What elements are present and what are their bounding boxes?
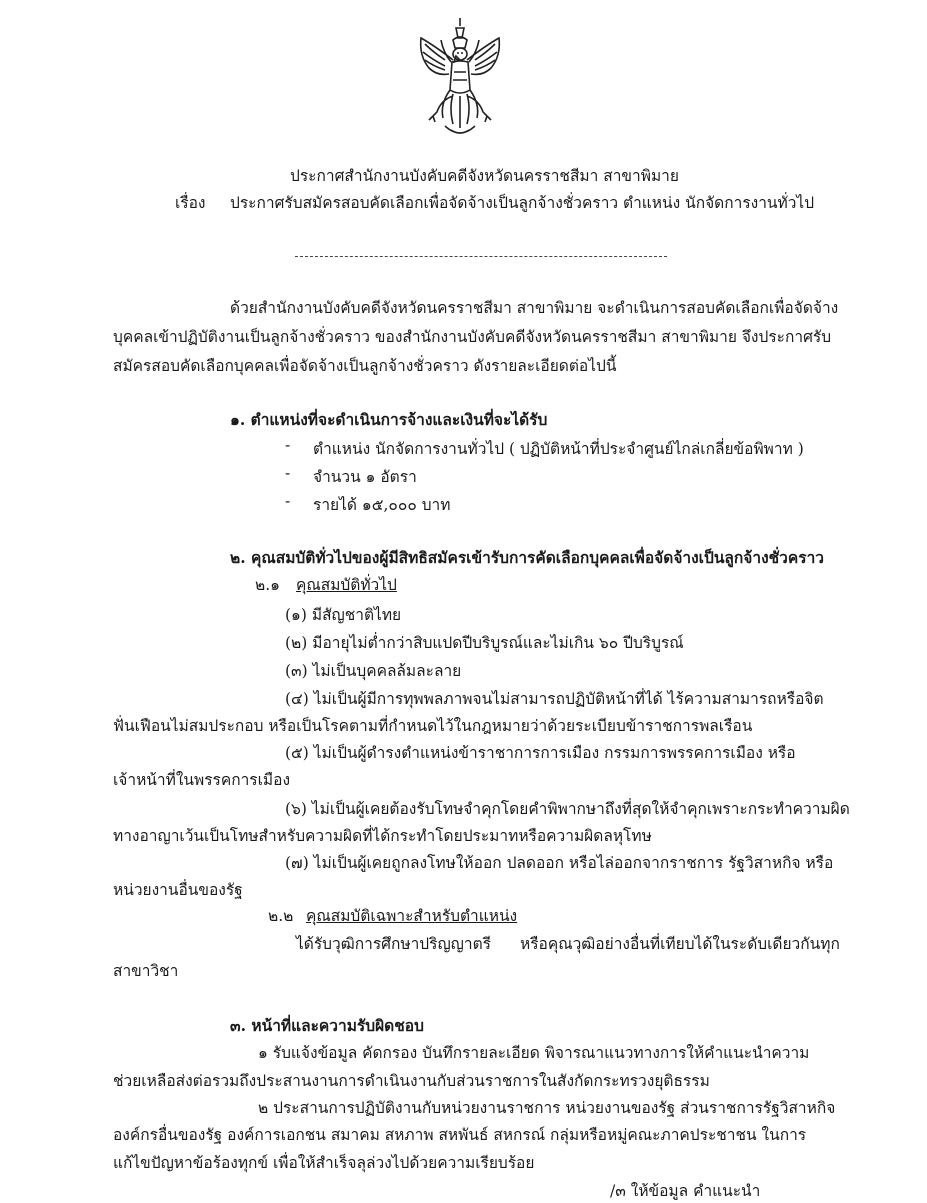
specific-qualification-c: สาขาวิชา [113, 962, 179, 980]
qualification-3: (๓) ไม่เป็นบุคคลล้มละลาย [285, 662, 462, 680]
qualification-4-line-1: (๔) ไม่เป็นผู้มีการทุพพลภาพจนไม่สามารถปฏิบัติหน้าที่ได้ ไร้ความสามารถหรือจิต [285, 690, 824, 708]
qualification-7-line-1: (๗) ไม่เป็นผู้เคยถูกลงโทษให้ออก ปลดออก หรือไล่ออกจากราชการ รัฐวิสาหกิจ หรือ [285, 854, 834, 872]
section-1-heading: ๑. ตำแหน่งที่จะดำเนินการจ้างและเงินที่จะได้รับ [230, 410, 548, 429]
qualification-2: (๒) มีอายุไม่ต่ำกว่าสิบแปดปีบริบูรณ์และไม่เกิน ๖๐ ปีบริบูรณ์ [285, 634, 684, 652]
page-continuation: /๓ ให้ข้อมูล คำแนะนำ [610, 1182, 761, 1200]
intro-line-1: ด้วยสำนักงานบังคับคดีจังหวัดนครราชสีมา สาขาพิมาย จะดำเนินการสอบคัดเลือกเพื่อจัดจ้าง [230, 299, 839, 317]
section-1-item-count: จำนวน ๑ อัตรา [313, 468, 417, 486]
duty-2-line-1: ๒ ประสานการปฏิบัติงานกับหน่วยงานราชการ หน่วยงานของรัฐ ส่วนราชการรัฐวิสาหกิจ [258, 1099, 836, 1117]
notice-title: ประกาศสำนักงานบังคับคดีจังหวัดนครราชสีมา สาขาพิมาย [290, 167, 679, 185]
duty-1-line-2: ช่วยเหลือส่งต่อรวมถึงประสานงานการดำเนินงานกับส่วนราชการในสังกัดกระทรวงยุติธรรม [113, 1072, 710, 1090]
bullet: - [285, 492, 291, 510]
sub-2-1-number: ๒.๑ [255, 576, 280, 594]
sub-2-2-number: ๒.๒ [268, 907, 294, 925]
qualification-5-line-2: เจ้าหน้าที่ในพรรคการเมือง [113, 771, 291, 789]
sub-2-1-title: คุณสมบัติทั่วไป [296, 576, 397, 594]
qualification-4-line-2: ฟั่นเฟือนไม่สมประกอบ หรือเป็นโรคตามที่กำหนดไว้ในกฎหมายว่าด้วยระเบียบข้าราชการพลเรือน [113, 717, 753, 735]
duty-2-line-3: แก้ไขปัญหาข้อร้องทุกข์ เพื่อให้สำเร็จลุล่วงไปด้วยความเรียบร้อย [113, 1154, 535, 1172]
subject-text: ประกาศรับสมัครสอบคัดเลือกเพื่อจัดจ้างเป็นลูกจ้างชั่วคราว ตำแหน่ง นักจัดการงานทั่วไป [230, 194, 815, 212]
sub-2-2-title: คุณสมบัติเฉพาะสำหรับตำแหน่ง [306, 907, 518, 925]
qualification-6-line-1: (๖) ไม่เป็นผู้เคยต้องรับโทษจำคุกโดยคำพิพากษาถึงที่สุดให้จำคุกเพราะกระทำความผิด [285, 800, 850, 818]
intro-line-2: บุคคลเข้าปฏิบัติงานเป็นลูกจ้างชั่วคราว ของสำนักงานบังคับคดีจังหวัดนครราชสีมา สาขาพิมาย จึงประกาศรับ [113, 328, 832, 346]
specific-qualification-b: หรือคุณวุฒิอย่างอื่นที่เทียบได้ในระดับเดียวกันทุก [520, 935, 840, 953]
duty-2-line-2: องค์กรอื่นของรัฐ องค์การเอกชน สมาคม สหภาพ สหพันธ์ สหกรณ์ กลุ่มหรือหมู่คณะภาคประชาชน ในการ [113, 1126, 807, 1144]
subject-label: เรื่อง [175, 194, 206, 212]
section-3-heading: ๓. หน้าที่และความรับผิดชอบ [230, 1016, 424, 1035]
intro-line-3: สมัครสอบคัดเลือกบุคคลเพื่อจัดจ้างเป็นลูกจ้างชั่วคราว ดังรายละเอียดต่อไปนี้ [113, 357, 617, 375]
duty-1-line-1: ๑ รับแจ้งข้อมูล คัดกรอง บันทึกรายละเอียด พิจารณาแนวทางการให้คำแนะนำความ [258, 1044, 810, 1062]
qualification-1: (๑) มีสัญชาติไทย [285, 606, 402, 624]
qualification-6-line-2: ทางอาญาเว้นเป็นโทษสำหรับความผิดที่ได้กระทำโดยประมาทหรือความผิดลหุโทษ [113, 827, 652, 845]
header-divider [295, 256, 667, 257]
qualification-5-line-1: (๕) ไม่เป็นผู้ดำรงตำแหน่งข้าราชาการการเมือง กรรมการพรรคการเมือง หรือ [285, 744, 796, 762]
specific-qualification-a: ได้รับวุฒิการศึกษาปริญญาตรี [296, 935, 491, 953]
section-2-heading: ๒. คุณสมบัติทั่วไปของผู้มีสิทธิสมัครเข้ารับการคัดเลือกบุคคลเพื่อจัดจ้างเป็นลูกจ้างชั่วคราว [230, 548, 824, 567]
section-1-item-salary: รายได้ ๑๕,๐๐๐ บาท [313, 496, 451, 514]
bullet: - [285, 436, 291, 454]
bullet: - [285, 464, 291, 482]
qualification-7-line-2: หน่วยงานอื่นของรัฐ [113, 881, 243, 899]
section-1-item-position: ตำแหน่ง นักจัดการงานทั่วไป ( ปฏิบัติหน้าที่ประจำศูนย์ไกล่เกลี่ยข้อพิพาท ) [313, 440, 804, 458]
garuda-emblem-icon [415, 16, 505, 141]
